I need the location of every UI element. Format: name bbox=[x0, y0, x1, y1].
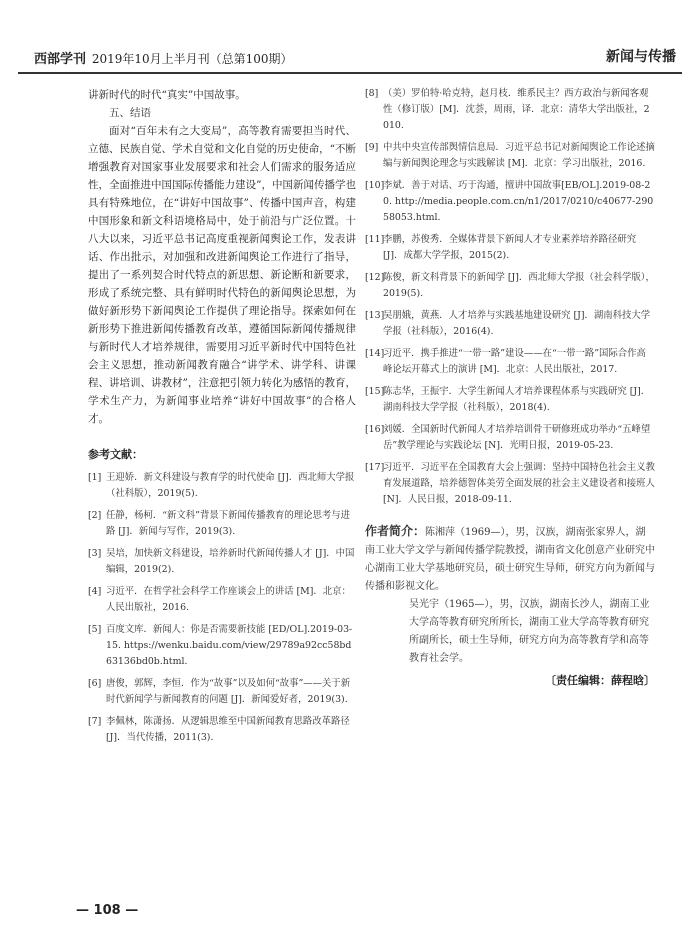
running-header bbox=[18, 44, 682, 74]
author-first-text: 陈湘萍（1969—），男，汉族，湖南张家界人，湖南工业大学文学与新闻传播学院教授，湖南省文化创意产业研究中心湖南工业大学基地研究员，硕士研究生导师，研究方向为新闻与传播和影视文化。 bbox=[365, 527, 655, 592]
reference-text: 陈俊，新文科背景下的新闻学 [J]．西北师大学报（社会科学版），2019(5). bbox=[383, 272, 655, 299]
reference-number: [6] bbox=[88, 678, 102, 689]
reference-text: 王迎娇．新文科建设与教育学的时代使命 [J]．西北师大学报（社科版），2019(5). bbox=[106, 472, 355, 499]
reference-item bbox=[365, 460, 655, 508]
right-column bbox=[365, 86, 655, 690]
reference-number: [3] bbox=[88, 548, 102, 559]
reference-text: 李佩林，陈潇扬．从逻辑思维至中国新闻教育思路改革路径 [J]．当代传播，2011(3). bbox=[106, 716, 350, 743]
reference-number: [2] bbox=[88, 510, 102, 521]
reference-text: 刘媛．全国新时代新闻人才培养培训骨干研修班成功举办“五峰望岳”教学理论与实践论坛 [N]．光明日报，2019-05-23. bbox=[383, 424, 651, 451]
reference-number: [7] bbox=[88, 716, 102, 727]
reference-number: [8] bbox=[365, 88, 379, 99]
reference-text: 百度文库．新闻人：你是否需要新技能 [ED/OL].2019-03-15. https://wenku.baidu.com/view/29789a92cc58bd63136bd0b.html. bbox=[106, 624, 353, 667]
reference-number: [5] bbox=[88, 624, 102, 635]
responsible-editor: 〔责任编辑：薛程晗〕 bbox=[545, 674, 655, 687]
reference-item bbox=[365, 270, 655, 302]
reference-number: [4] bbox=[88, 586, 102, 597]
section-title: 新闻与传播 bbox=[606, 49, 676, 65]
reference-item bbox=[88, 546, 356, 578]
author-label: 作者简介： bbox=[365, 524, 426, 538]
reference-text: 陈志华，王振宇．大学生新闻人才培养课程体系与实践研究 [J]．湖南科技大学学报（社科版），2018(4). bbox=[383, 386, 651, 413]
reference-text: 习近平．在哲学社会科学工作座谈会上的讲话 [M]．北京：人民出版社，2016. bbox=[106, 586, 351, 613]
reference-item bbox=[88, 508, 356, 540]
reference-text: 习近平．携手推进“一带一路”建设——在“一带一路”国际合作高峰论坛开幕式上的演讲 [M]．北京：人民出版社，2017. bbox=[383, 348, 646, 375]
reference-number: [1] bbox=[88, 472, 102, 483]
reference-item bbox=[365, 308, 655, 340]
journal-brand: 西部学刊 bbox=[34, 52, 87, 67]
page-number: — 108 — bbox=[76, 903, 139, 918]
reference-number: [13] bbox=[365, 310, 385, 321]
conclusion-paragraph: 面对“百年未有之大变局”，高等教育需要担当时代、立德、民族自觉、学术自觉和文化自觉的历史使命，“不断增强教育对国家事业发展要求和社会人们需求的服务适应性，全面推进中国国际传播能力建设”，中国新闻传播学也具有特殊地位，在“讲好中国故事”、传播中国声音，构建中国形象和新文科语境格局中，处于前沿与广泛位置。十八大以来，习近平总书记高度重视新闻舆论工作，发表讲话、作出批示，对加强和改进新闻舆论工作进行了指导，提出了一系列契合时代特点的新思想、新论断和新要求，形成了系统完整、具有鲜明时代特色的新闻舆论思想，为做好新形势下新闻舆论工作提供了理论指导。探索如何在新形势下推进新闻传播教育改革，遵循国际新闻传播规律与新时代人才培养规律，需要用习近平新时代中国特色社会主义思想，推动新闻教育融合“讲学术、讲学科、讲课程、讲培训、讲教材”，注意把引领力转化为感悟的教育，学术生产力，为新闻事业培养“讲好中国故事”的合格人才。 bbox=[88, 125, 356, 425]
reference-item bbox=[365, 140, 655, 172]
journal-info bbox=[34, 48, 293, 67]
reference-text: 吴培，加快新文科建设，培养新时代新闻传播人才 [J]．中国编辑，2019(2). bbox=[106, 548, 355, 575]
journal-issue: 2019年10月上半月刊（总第100期） bbox=[91, 52, 293, 66]
reference-item bbox=[365, 178, 655, 226]
reference-item bbox=[88, 622, 356, 670]
reference-item bbox=[365, 86, 655, 134]
reference-item bbox=[88, 676, 356, 708]
left-column bbox=[88, 86, 356, 752]
reference-item bbox=[365, 346, 655, 378]
reference-item bbox=[88, 714, 356, 746]
reference-text: 李斌．善于对话、巧于沟通，擅讲中国故事[EB/OL].2019-08-20. http://media.people.com.cn/n1/2017/0210/c40677-29058053.html. bbox=[383, 180, 654, 223]
reference-item bbox=[365, 232, 655, 264]
intro-line: 讲新时代的时代“真实”中国故事。 bbox=[88, 89, 246, 101]
reference-text: 习近平．习近平在全国教育大会上强调：坚持中国特色社会主义教育发展道路，培养德智体美劳全面发展的社会主义建设者和接班人 [N]．人民日报，2018-09-11. bbox=[383, 462, 655, 505]
reference-number: [15] bbox=[365, 386, 385, 397]
reference-number: [16] bbox=[365, 424, 385, 435]
reference-text: （美）罗伯特·哈克特，赵月枝．维系民主？西方政治与新闻客观性（修订版）[M]．沈荟，周雨，译．北京：清华大学出版社，2010. bbox=[383, 88, 650, 131]
author-second-bio: 吴光宇（1965—），男，汉族，湖南长沙人，湖南工业大学高等教育研究所所长，湖南工业大学高等教育研究所副所长，硕士生导师，研究方向为高等教育学和高等教育社会学。 bbox=[409, 599, 650, 664]
author-first-bio bbox=[365, 522, 655, 596]
reference-text: 任静，杨柯．“新文科”背景下新闻传播教育的理论思考与进路 [J]．新闻与写作，2019(3). bbox=[106, 510, 350, 537]
reference-number: [17] bbox=[365, 462, 385, 473]
section-heading: 五、结语 bbox=[109, 107, 151, 119]
reference-number: [10] bbox=[365, 180, 385, 191]
reference-number: [11] bbox=[365, 234, 385, 245]
reference-item bbox=[88, 584, 356, 616]
reference-text: 唐俊，郭辉，李恒．作为“故事”以及如何“故事”——关于新时代新闻学与新闻教育的问题 [J]．新闻爱好者，2019(3). bbox=[106, 678, 351, 705]
reference-number: [14] bbox=[365, 348, 385, 359]
reference-item bbox=[88, 470, 356, 502]
reference-number: [9] bbox=[365, 142, 379, 153]
references-title: 参考文献： bbox=[88, 448, 143, 461]
author-bio bbox=[365, 522, 655, 668]
reference-text: 中共中央宣传部舆情信息局．习近平总书记对新闻舆论工作论述摘编与新闻舆论理念与实践解读 [M]．北京：学习出版社，2016. bbox=[383, 142, 655, 169]
references-list-left bbox=[88, 470, 356, 746]
reference-text: 李鹏，苏俊秀．全媒体背景下新闻人才专业素养培养路径研究 [J]．成都大学学报，2015(2). bbox=[383, 234, 637, 261]
reference-item bbox=[365, 422, 655, 454]
references-list-right bbox=[365, 86, 655, 508]
reference-number: [12] bbox=[365, 272, 385, 283]
reference-item bbox=[365, 384, 655, 416]
reference-text: 吴朋娥，黄燕．人才培养与实践基地建设研究 [J]．湖南科技大学学报（社科版），2016(4). bbox=[383, 310, 651, 337]
